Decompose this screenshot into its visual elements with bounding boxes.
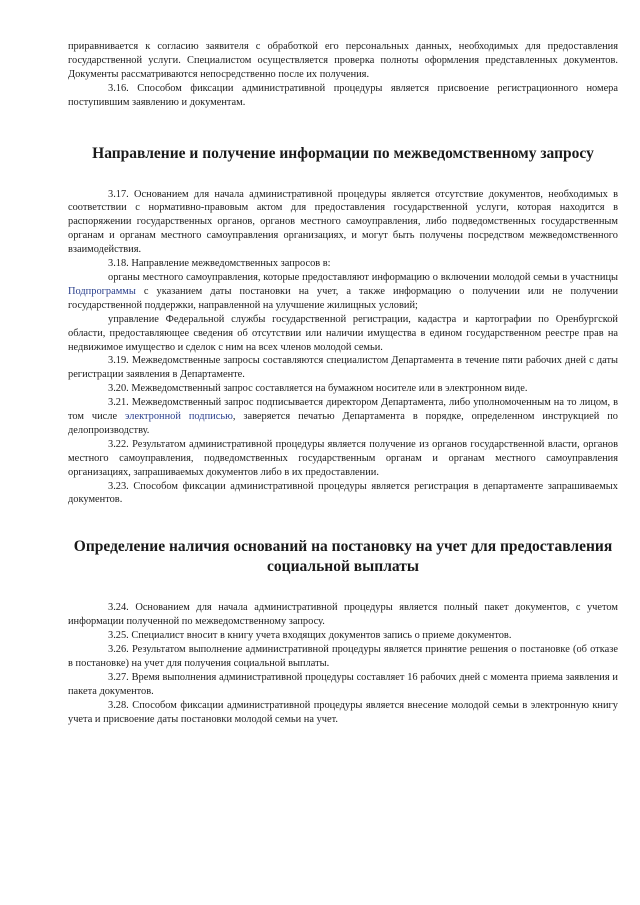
paragraph-3-26: 3.26. Результатом выполнение административной процедуры является принятие решения о постановке (об отказе в постановке) на учет для получения социальной выплаты.	[68, 644, 618, 669]
paragraph-local-authorities-text-a: органы местного самоуправления, которые предоставляют информацию о включении молодой семьи в участницы	[108, 271, 618, 283]
paragraph-local-authorities	[68, 271, 618, 313]
paragraph-consent: приравнивается к согласию заявителя с обработкой его персональных данных, необходимых для предоставления государственной услуги. Специалистом осуществляется проверка полноты оформления представленных документов. Документы рассматриваются непосредственно после их получения.	[68, 41, 618, 80]
paragraph-3-18: 3.18. Направление межведомственных запросов в:	[108, 258, 331, 270]
electronic-signature-link[interactable]: электронной подписью	[125, 411, 233, 423]
paragraph-local-authorities-text-b: с указанием даты постановки на учет, а также информацию о получении или не получении государственной поддержки, направленной на улучшение жилищных условий;	[68, 285, 618, 311]
subprogram-link[interactable]: Подпрограммы	[68, 285, 136, 297]
paragraph-3-21-text-a: 3.21. Межведомственный запрос подписывается директором Департамента, либо уполномоченным на то лицом, в том числе	[68, 397, 618, 423]
paragraph-3-22: 3.22. Результатом административной процедуры является получение из органов государственной власти, органов местного самоуправления, подведомственных государственным органам и органам местного самоуправления организациях, запрашиваемых документов либо в их предоставлении.	[68, 438, 618, 478]
paragraph-3-19: 3.19. Межведомственные запросы составляются специалистом Департамента в течение пяти рабочих дней с даты регистрации заявления в Департаменте.	[68, 355, 618, 381]
paragraph-3-23: 3.23. Способом фиксации административной процедуры является регистрация в департаменте запрашиваемых документов.	[68, 480, 618, 506]
paragraph-3-28: 3.28. Способом фиксации административной процедуры является внесение молодой семьи в электронную книгу учета и присвоение даты постановки молодой семьи на учет.	[68, 699, 618, 725]
section-heading-interagency-request: Направление и получение информации по межведомственному запросу	[92, 144, 594, 162]
paragraph-3-25: 3.25. Специалист вносит в книгу учета входящих документов запись о приеме документов.	[108, 630, 512, 642]
paragraph-3-24: 3.24. Основанием для начала административной процедуры является полный пакет документов, с учетом информации полученной по межведомственному запросу.	[68, 602, 618, 628]
paragraph-3-21	[68, 396, 618, 438]
paragraph-rosreestr: управление Федеральной службы государственной регистрации, кадастра и картографии по Оренбургской области, предоставляющее сведения об отсутствии или наличии имущества в едином государственном реестре прав на недвижимое имущество и сделок с ним на всех членов молодой семьи.	[68, 313, 618, 353]
paragraph-3-16: 3.16. Способом фиксации административной процедуры является присвоение регистрационного номера поступившим заявлению и документам.	[68, 82, 618, 108]
paragraph-3-21-text-b: , заверяется печатью Департамента в порядке, определенном инструкцией по делопроизводству.	[68, 411, 618, 436]
section-heading-registration-grounds: Определение наличия оснований на постановку на учет для предоставления социальной выплаты	[73, 538, 613, 576]
paragraph-3-20: 3.20. Межведомственный запрос составляется на бумажном носителе или в электронном виде.	[108, 383, 528, 395]
paragraph-3-27: 3.27. Время выполнения административной процедуры составляет 16 рабочих дней с момента приема заявления и пакета документов.	[68, 671, 618, 697]
paragraph-3-17: 3.17. Основанием для начала административной процедуры является отсутствие документов, необходимых в соответствии с нормативно-правовым актом для предоставления государственной услуги, которая находится в распоряжении государственных органов, органов местного самоуправления, либо подведомственных государственным органам и органам местного самоуправления организациях, и могут быть получены посредством межведомственного взаимодействия.	[68, 188, 618, 256]
